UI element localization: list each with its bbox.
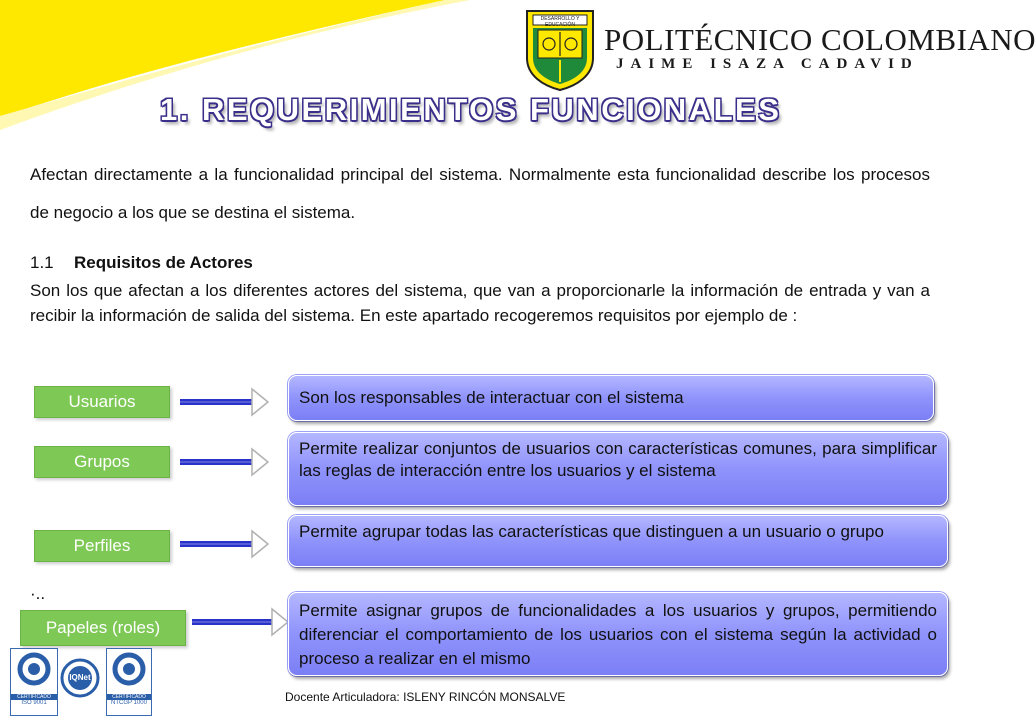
section-heading [30,253,253,273]
ellipsis-text: ·.. [30,584,46,603]
desc-grupos: Permite realizar conjuntos de usuarios con características comunes, para simplificar las reglas de interacción entre los usuarios y el sistema [288,432,948,506]
icontec-iso-logo: CERTIFICADO ISO 9001 [10,648,58,716]
institution-subtitle: JAIME ISAZA CADAVID [616,56,919,72]
section-number: 1.1 [30,253,54,272]
desc-perfiles: Permite agrupar todas las características que distinguen a un usuario o grupo [288,515,948,567]
institution-name: POLITÉCNICO COLOMBIANO [604,22,1036,57]
iqnet-logo: IQNet [60,658,100,698]
intro-paragraph: Afectan directamente a la funcionalidad principal del sistema. Normalmente esta funcionalidad describe los procesos de negocio a los que se destina el sistema. [30,165,930,222]
arrow-perfiles-icon [178,528,270,560]
icontec-ntcgp-logo: CERTIFICADO NTCGP 1000 [106,648,152,716]
slide-title: 1. REQUERIMIENTOS FUNCIONALES [160,92,782,127]
actor-usuarios: Usuarios [34,386,170,418]
section-body: Son los que afectan a los diferentes actores del sistema, que van a proporcionarle la información de entrada y van a recibir la información de salida del sistema. En este apartado recogeremos requisitos por ejemplo de : [30,281,930,325]
crest-label: DESARROLLO Y EDUCACIÓN [540,16,580,28]
arrow-papeles-icon [190,606,290,638]
actor-grupos: Grupos [34,446,170,478]
actor-papeles: Papeles (roles) [20,610,186,646]
arrow-grupos-icon [178,446,270,478]
footer-teacher: Docente Articuladora: ISLENY RINCÓN MONSALVE [285,690,566,704]
desc-usuarios: Son los responsables de interactuar con el sistema [288,375,934,421]
actor-perfiles: Perfiles [34,530,170,562]
desc-papeles: Permite asignar grupos de funcionalidades a los usuarios y grupos, permitiendo diferenciar el comportamiento de los usuarios con el sistema según la actividad o proceso a realizar en el mismo [288,592,948,676]
section-title: Requisitos de Actores [74,253,253,272]
arrow-usuarios-icon [178,386,270,418]
icontec-icon [11,649,57,689]
icontec-icon-2 [107,649,151,689]
